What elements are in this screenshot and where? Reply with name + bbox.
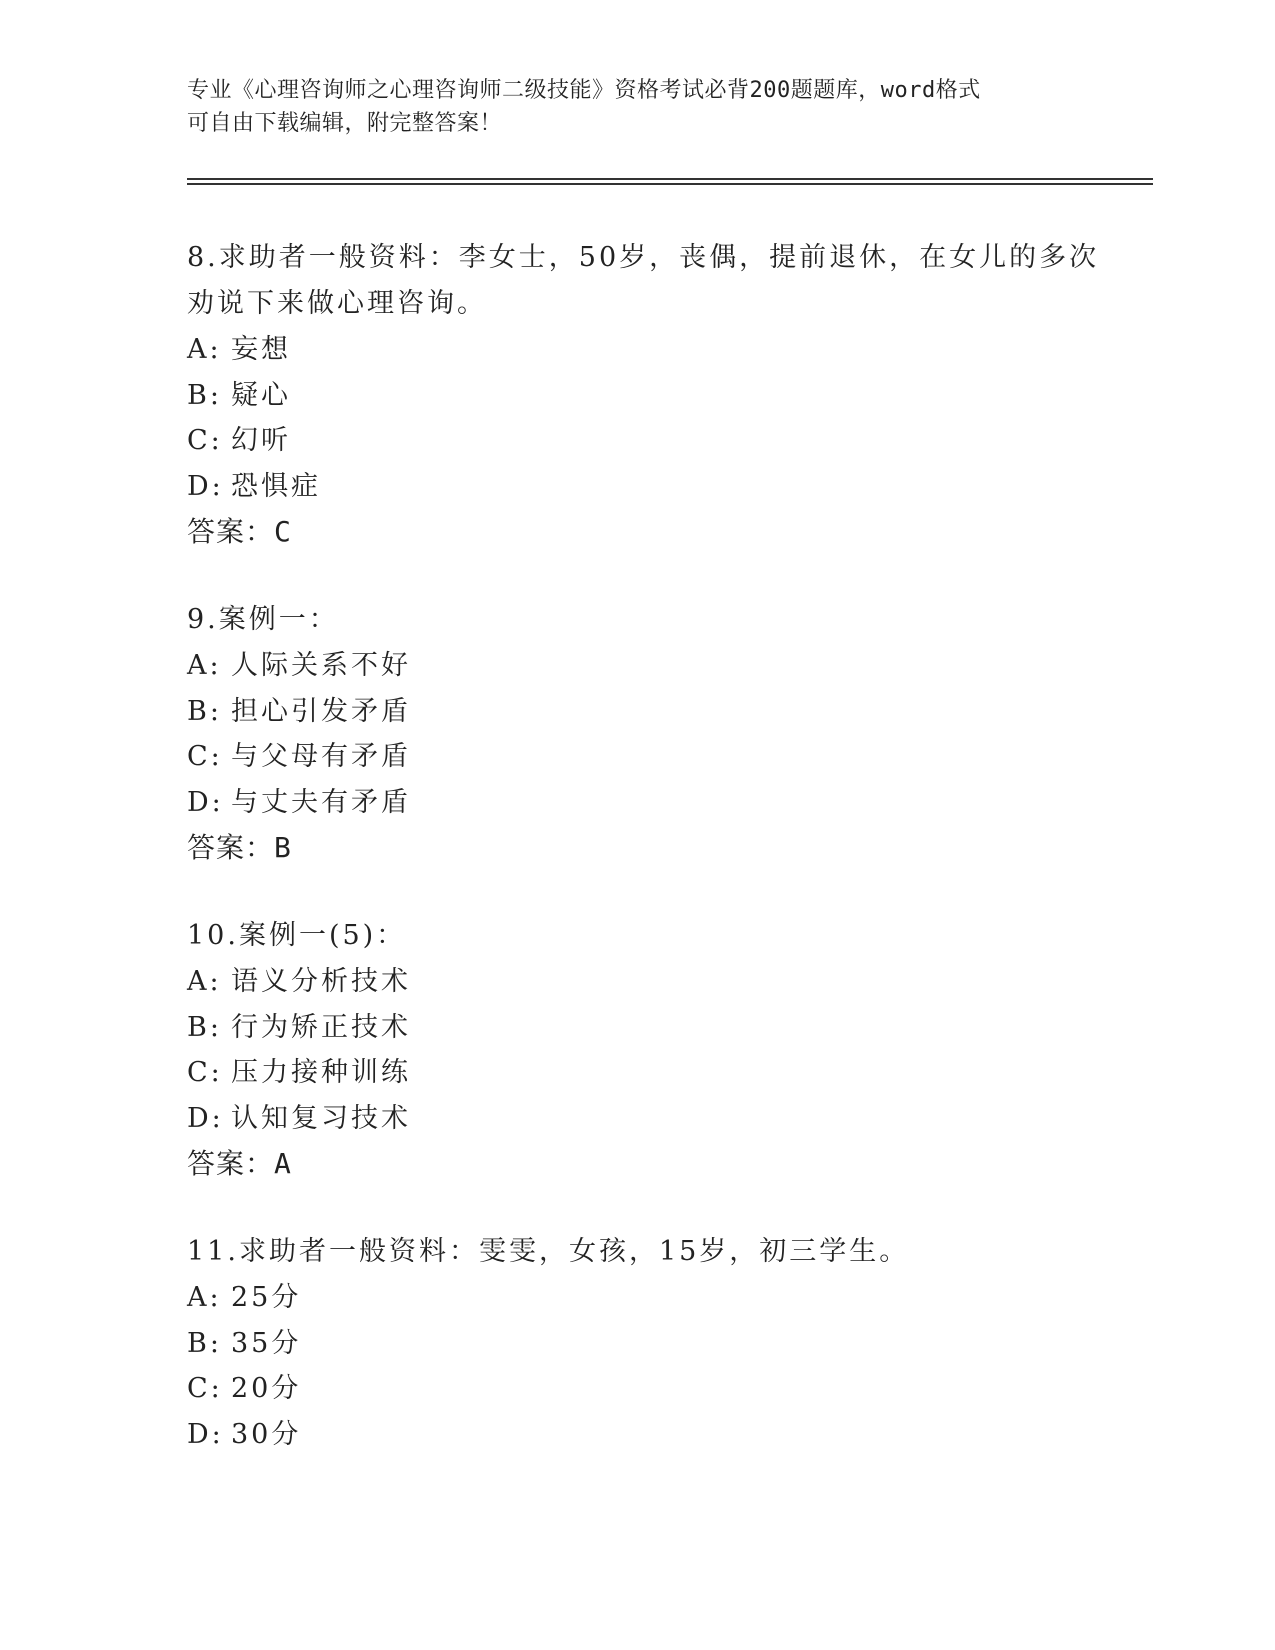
option-text: 行为矫正技术 (231, 1011, 411, 1043)
option-text: 25分 (231, 1282, 302, 1313)
option-text: 妄想 (231, 334, 291, 365)
option-text: 人际关系不好 (231, 650, 411, 681)
option-letter: C: (187, 1057, 223, 1088)
option-d (187, 780, 1087, 826)
option-a (187, 1275, 1087, 1321)
option-letter: B: (187, 695, 222, 727)
option-letter: D: (187, 470, 224, 502)
option-b (187, 1321, 1087, 1367)
answer-line: 答案：B (187, 831, 292, 864)
answer-line: 答案：A (187, 1147, 292, 1180)
option-d (187, 464, 1087, 510)
option-letter: C: (187, 741, 223, 772)
document-header (187, 74, 1067, 140)
question-stem (187, 913, 1087, 959)
option-b (187, 689, 1087, 735)
header-divider-top (187, 178, 1153, 180)
option-c (187, 1366, 1087, 1412)
option-a (187, 327, 1087, 373)
option-text: 20分 (231, 1373, 302, 1404)
option-letter: C: (187, 1373, 223, 1404)
option-text: 与丈夫有矛盾 (231, 786, 411, 818)
option-text: 30分 (231, 1418, 302, 1450)
option-text: 幻听 (231, 425, 291, 456)
question-9 (187, 597, 1087, 871)
stem-line: 9.案例一： (187, 604, 339, 635)
option-text: 认知复习技术 (231, 1102, 411, 1134)
option-text: 语义分析技术 (231, 966, 411, 997)
option-c (187, 418, 1087, 464)
question-10 (187, 913, 1087, 1187)
stem-line: 10.案例一(5)： (187, 920, 407, 951)
option-letter: B: (187, 1327, 222, 1359)
question-stem (187, 235, 1100, 327)
option-a (187, 959, 1087, 1005)
option-text: 35分 (231, 1327, 302, 1359)
question-8 (187, 235, 1100, 555)
question-list (187, 235, 1100, 1499)
option-d (187, 1412, 1087, 1458)
option-letter: D: (187, 786, 224, 818)
option-letter: C: (187, 425, 223, 456)
stem-line: 劝说下来做心理咨询。 (187, 288, 487, 319)
header-line-1: 专业《心理咨询师之心理咨询师二级技能》资格考试必背200题题库，word格式 (187, 78, 981, 103)
header-line-2: 可自由下载编辑，附完整答案！ (187, 111, 503, 136)
option-letter: B: (187, 1011, 222, 1043)
option-a (187, 643, 1087, 689)
option-letter: A: (187, 966, 222, 997)
option-letter: B: (187, 379, 222, 411)
option-letter: A: (187, 334, 222, 365)
option-c (187, 734, 1087, 780)
option-text: 与父母有矛盾 (231, 741, 411, 772)
option-letter: D: (187, 1102, 224, 1134)
option-text: 恐惧症 (231, 470, 321, 502)
header-divider-bottom (187, 183, 1153, 185)
question-stem (187, 1229, 1087, 1275)
option-c (187, 1050, 1087, 1096)
answer-line: 答案：C (187, 515, 292, 548)
option-letter: D: (187, 1418, 224, 1450)
option-b (187, 1005, 1087, 1051)
option-text: 压力接种训练 (231, 1057, 411, 1088)
option-text: 担心引发矛盾 (231, 695, 411, 727)
option-b (187, 373, 1087, 419)
question-11 (187, 1229, 1087, 1457)
option-letter: A: (187, 1282, 222, 1313)
stem-line: 11.求助者一般资料：雯雯，女孩，15岁，初三学生。 (187, 1236, 910, 1267)
question-stem (187, 597, 1087, 643)
stem-line: 8.求助者一般资料：李女士，50岁，丧偶，提前退休，在女儿的多次 (187, 242, 1100, 273)
option-d (187, 1096, 1087, 1142)
option-text: 疑心 (231, 379, 291, 411)
option-letter: A: (187, 650, 222, 681)
